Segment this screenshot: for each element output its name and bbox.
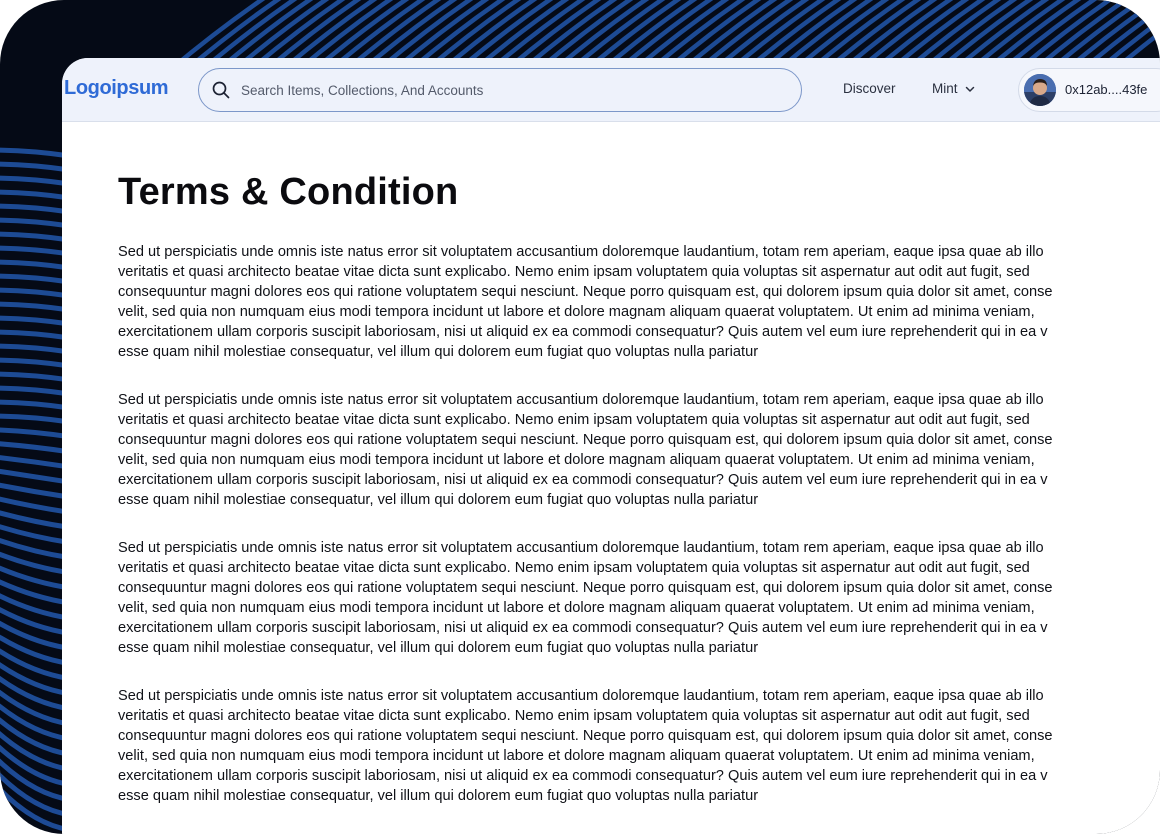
decorative-line: [0, 220, 70, 226]
terms-paragraph: Sed ut perspiciatis unde omnis iste natus error sit voluptatem accusantium doloremque laudantium, totam rem aperiam, eaque ipsa quae ab illo veritatis et quasi architecto beatae vitae dicta sunt explicabo. Nemo enim ipsam voluptatem quia voluptas sit aspernatur aut odit aut fugit, sed consequuntur magni dolores eos qui ratione voluptatem sequi nesciunt. Neque porro quisquam est, qui dolorem ipsum quia dolor sit amet, conse velit, sed quia non numquam eius modi tempora incidunt ut labore et dolore magnam aliquam quaerat voluptatem. Ut enim ad minima veniam, exercitationem ullam corporis suscipit laboriosam, nisi ut aliquid ex ea commodi consequatur? Quis autem vel eum iure reprehenderit qui in ea v esse quam nihil molestiae consequatur, vel illum qui dolorem eum fugiat quo voluptas nulla pariatur: [118, 392, 1053, 508]
nav-mint-label: Mint: [932, 81, 958, 96]
decorative-line: [0, 150, 70, 156]
page-title: Terms & Condition: [118, 171, 459, 213]
terms-paragraph: Sed ut perspiciatis unde omnis iste natus error sit voluptatem accusantium doloremque laudantium, totam rem aperiam, eaque ipsa quae ab illo veritatis et quasi architecto beatae vitae dicta sunt explicabo. Nemo enim ipsam voluptatem quia voluptas sit aspernatur aut odit aut fugit, sed consequuntur magni dolores eos qui ratione voluptatem sequi nesciunt. Neque porro quisquam est, qui dolorem ipsum quia dolor sit amet, conse velit, sed quia non numquam eius modi tempora incidunt ut labore et dolore magnam aliquam quaerat voluptatem. Ut enim ad minima veniam, exercitationem ullam corporis suscipit laboriosam, nisi ut aliquid ex ea commodi consequatur? Quis autem vel eum iure reprehenderit qui in ea v esse quam nihil molestiae consequatur, vel illum qui dolorem eum fugiat quo voluptas nulla pariatur: [118, 540, 1053, 656]
search-icon: [211, 80, 231, 100]
decorative-line: [0, 248, 70, 254]
top-navbar: [62, 58, 1160, 122]
terms-content: [118, 168, 1160, 806]
decorative-line: [0, 402, 70, 408]
decorative-line: [0, 483, 70, 497]
decorative-line: [0, 318, 70, 324]
search-input[interactable]: [241, 77, 781, 103]
decorative-line: [0, 712, 70, 754]
decorative-line: [0, 178, 70, 184]
decorative-line: [0, 388, 70, 394]
chevron-down-icon: [964, 83, 976, 95]
nav-discover-link[interactable]: Discover: [843, 81, 896, 96]
decorative-line: [0, 430, 70, 437]
decorative-line: [0, 164, 70, 170]
decorative-line: [0, 304, 70, 310]
decorative-line: [0, 332, 70, 338]
decorative-line: [0, 374, 70, 380]
wallet-address: 0x12ab....43fe: [1065, 82, 1148, 97]
decorative-line: [0, 192, 70, 198]
nav-mint-dropdown[interactable]: [932, 81, 976, 96]
decorative-line: [0, 346, 70, 352]
search-bar[interactable]: [198, 68, 802, 112]
user-avatar: [1024, 74, 1056, 106]
decorative-line: [0, 456, 70, 467]
terms-paragraph: Sed ut perspiciatis unde omnis iste natus error sit voluptatem accusantium doloremque laudantium, totam rem aperiam, eaque ipsa quae ab illo veritatis et quasi architecto beatae vitae dicta sunt explicabo. Nemo enim ipsam voluptatem quia voluptas sit aspernatur aut odit aut fugit, sed consequuntur magni dolores eos qui ratione voluptatem sequi nesciunt. Neque porro quisquam est, qui dolorem ipsum quia dolor sit amet, conse velit, sed quia non numquam eius modi tempora incidunt ut labore et dolore magnam aliquam quaerat voluptatem. Ut enim ad minima veniam, exercitationem ullam corporis suscipit laboriosam, nisi ut aliquid ex ea commodi consequatur? Quis autem vel eum iure reprehenderit qui in ea v esse quam nihil molestiae consequatur, vel illum qui dolorem eum fugiat quo voluptas nulla pariatur: [118, 688, 1053, 804]
app-window: [62, 58, 1160, 834]
brand-logo[interactable]: Logoipsum: [64, 77, 169, 99]
decorative-line: [0, 206, 70, 212]
decorative-line: [0, 497, 70, 513]
decorative-line: [0, 470, 70, 482]
decorative-line: [0, 234, 70, 240]
decorative-line: [0, 416, 70, 422]
terms-paragraph: Sed ut perspiciatis unde omnis iste natus error sit voluptatem accusantium doloremque laudantium, totam rem aperiam, eaque ipsa quae ab illo veritatis et quasi architecto beatae vitae dicta sunt explicabo. Nemo enim ipsam voluptatem quia voluptas sit aspernatur aut odit aut fugit, sed consequuntur magni dolores eos qui ratione voluptatem sequi nesciunt. Neque porro quisquam est, qui dolorem ipsum quia dolor sit amet, conse velit, sed quia non numquam eius modi tempora incidunt ut labore et dolore magnam aliquam quaerat voluptatem. Ut enim ad minima veniam, exercitationem ullam corporis suscipit laboriosam, nisi ut aliquid ex ea commodi consequatur? Quis autem vel eum iure reprehenderit qui in ea v esse quam nihil molestiae consequatur, vel illum qui dolorem eum fugiat quo voluptas nulla pariatur: [118, 244, 1053, 360]
decorative-line: [0, 262, 70, 268]
decorative-line: [0, 276, 70, 282]
decorative-line: [0, 443, 70, 452]
decorative-line: [0, 290, 70, 296]
decorative-line: [0, 725, 70, 769]
decorative-line: [0, 360, 70, 366]
wallet-button[interactable]: [1018, 68, 1160, 112]
